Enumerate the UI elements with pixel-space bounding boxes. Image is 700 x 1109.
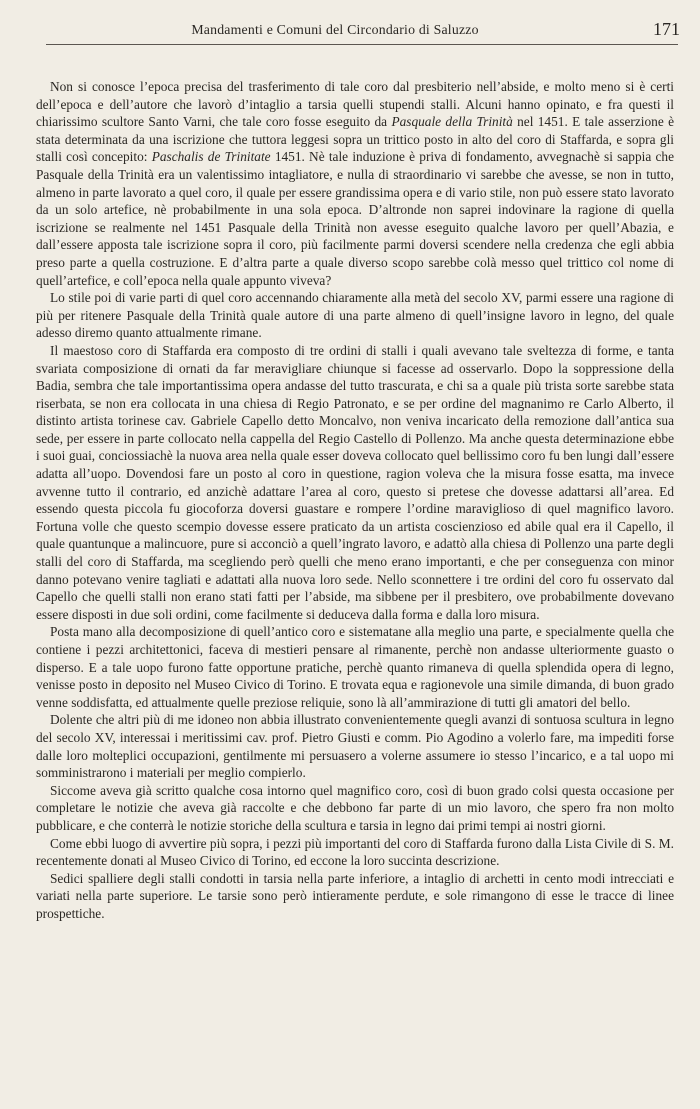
paragraph-1-part-3: 1451. Nè tale induzione è priva di fondamento, avvegnachè si sappia che Pasquale della Trinità era un valentissimo intagliatore, e nulla di straordinario vi sarebbe che avesse, se non in tutto, almeno in parte lavorato a quel coro, il quale per essere grandissima opera e di vario stile, non può essere stato lavorato da un solo artefice, nè probabilmente in una sola epoca. D’altronde non saprei indovinare la ragione di quella iscrizione se realmente nel 1451 Pasquale della Trinità non avesse eseguito qualche lavoro per quell’Abazia, e dall’essere apposta tale iscrizione sopra il coro, più facilmente parmi doversi scendere nella credenza che egli abbia preso parte a quella costruzione. E d’altra parte a quale diverso scopo sarebbe colà messo quel trittico col nome di quell’artefice, e coll’epoca nella quale appunto viveva? — [36, 149, 674, 288]
paragraph-8: Sedici spalliere degli stalli condotti in tarsia nella parte inferiore, a intaglio di archetti in cento modi intrecciati e variati nella parte superiore. Le tarsie sono però intieramente perdute, e sole rimangono di esse le tracce di linee prospettiche. — [36, 870, 674, 921]
paragraph-6: Siccome aveva già scritto qualche cosa intorno quel magnifico coro, così di buon grado colsi questa occasione per completare le notizie che aveva già raccolte e che debbono far parte di un mio lavoro, che spero fra non molto pubblicare, e che conterrà le notizie storiche della scultura e tarsia in legno dai primi tempi ai nostri giorni. — [36, 782, 674, 833]
body-text — [36, 52, 674, 923]
paragraph-4: Posta mano alla decomposizione di quell’antico coro e sistematane alla meglio una parte, e specialmente quella che contiene i pezzi architettonici, faceva di mestieri pensare al rimanente, perchè non andasse ulteriormente guasto o disperso. E a tale uopo furono fatte opportune pratiche, perchè quanto rimaneva di quella splendida opera di legno, venisse posto in deposito nel Museo Civico di Torino. E trovata equa e ragionevole una simile dimanda, di buon grado venne soddisfatta, ed attualmente quelle preziose reliquie, sono là all’ammirazione di tutti gli amatori del bello. — [36, 624, 674, 710]
paragraph-5: Dolente che altri più di me idoneo non abbia illustrato convenientemente quegli avanzi di sontuosa scultura in legno del secolo XV, interessai i meritissimi cav. prof. Pietro Giusti e comm. Pio Agodino a volerlo fare, ma impediti forse dalle loro molteplici occupazioni, gentilmente mi persuasero a volerne assumere io stesso l’incarico, e a tal uopo mi somministrarono i materiali per meglio compierlo. — [36, 712, 674, 781]
paragraph-1-part-2: nel 1451. E tale asserzione è stata determinata da una iscrizione che tuttora leggesi sopra un trittico posto in alto del coro di Staffarda, e sopra gli stalli così concepito: — [36, 114, 675, 165]
page-number: 171 — [653, 19, 680, 39]
italic-name-pasquale: Pasquale della Trinità — [391, 114, 513, 130]
italic-inscription: Paschalis de Trinitate — [151, 149, 271, 165]
running-title: Mandamenti e Comuni del Circondario di Saluzzo — [191, 22, 479, 37]
paragraph-2: Lo stile poi di varie parti di quel coro accennando chiaramente alla metà del secolo XV, parmi essere una ragione di più per ritenere Pasquale della Trinità quale autore di una parte almeno di quell’insigne lavoro in legno, del quale adesso diremo quanto attualmente rimane. — [36, 290, 674, 341]
page-header — [36, 0, 680, 52]
paragraph-3: Il maestoso coro di Staffarda era composto di tre ordini di stalli i quali avevano tale sveltezza di forme, e tanta svariata composizione di ornati da far meravigliare chiunque si facesse ad osservarlo. Dopo la soppressione della Badia, sembra che tale importantissima opera andasse del tutto trascurata, e chi sa a quale più trista sorte sarebbe stata riserbata, se non era collocata in una chiesa di Regio Patronato, e se per ordine del magnanimo re Carlo Alberto, il distinto artista torinese cav. Gabriele Capello detto Moncalvo, non veniva incaricato della remozione dall’antica sua sede, per essere in parte collocato nella cappella del Regio Castello di Pollenzo. Ma anche questa determinazione ebbe i suoi guai, conciossiachè la nuova area nella quale esser doveva collocato quel bellissimo coro fu ben lungi dall’essere adatta all’uopo. Dovendosi fare un posto al coro in questione, ragion voleva che la misura fosse esatta, ma invece avvenne tutto il contrario, ed anzichè adattare l’area al coro, questo si pretese che dovesse adattarsi all’area. Ed essendo questa piccola fu giocoforza doversi guastare e rompere l’ordine maraviglioso di quel magnifico lavoro. Fortuna volle che questo scempio dovesse essere praticato da un artista coscienzioso ed abile qual era il Capello, il quale quantunque a malincuore, pure si acconciò a quell’ingrato lavoro, e adattò alla chiesa di Pollenzo una parte degli stalli del coro di Staffarda, ma scegliendo però quelli che meno erano importanti, e che per conseguenza con minor danno potevano venire tagliati e adattati alla nuova loro sede. Nello sconnettere i tre ordini del coro fu osservato dal Capello che quelli stalli non erano stati fatti per l’abside, ma sibbene per il presbitero, ove probabilmente dovevano essere disposti in due soli ordini, come facilmente si deduceva dalla forma e dalla loro misura. — [36, 342, 674, 622]
paragraph-1-part-1: Non si conosce l’epoca precisa del trasferimento di tale coro dal presbiterio nell’abside, e molto meno si è certi dell’epoca e dell’autore che lavorò d’intaglio a tarsia quelli stupendi stalli. Alcuni hanno opinato, e fra questi il chiarissimo scultore Santo Varni, che tale coro fosse eseguito da — [36, 79, 674, 130]
header-rule — [46, 44, 678, 45]
paragraph-7: Come ebbi luogo di avvertire più sopra, i pezzi più importanti del coro di Staffarda furono dalla Lista Civile di S. M. recentemente donati al Museo Civico di Torino, ed eccone la loro succinta descrizione. — [36, 835, 674, 869]
paragraph-1 — [36, 78, 674, 289]
